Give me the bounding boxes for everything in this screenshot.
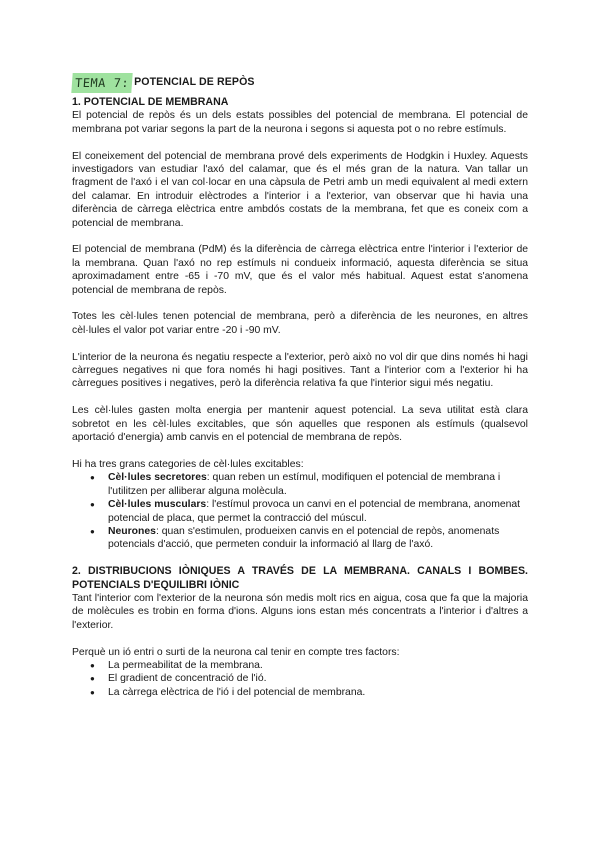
paragraph: El potencial de membrana (PdM) és la diferència de càrrega elèctrica entre l'interior i l'exterior de la membrana. Quan l'axó no rep estímuls ni condueix informació, aquesta diferència se situa aproximadament entre -65 i -70 mV, que és el valor més habitual. Aquest estat s'anomena potencial de membrana de repòs. — [72, 244, 528, 296]
paragraph: Hi ha tres grans categories de cèl·lules excitables: — [72, 458, 304, 470]
paragraph: Perquè un ió entri o surti de la neurona cal tenir en compte tres factors: — [72, 646, 400, 658]
paragraph: Les cèl·lules gasten molta energia per mantenir aquest potencial. La seva utilitat està clara sobretot en les cèl·lules excitables, que són aquelles que responen als estímuls (qualsevol aportació d'energia) amb canvis en el potencial de membrana de repòs. — [72, 405, 528, 444]
title-row — [72, 72, 528, 94]
document-page — [72, 72, 528, 699]
list-item-text: : l'estímul provoca un canvi en el potencial de membrana, anomenat potencial de placa, que permet la contracció del múscul. — [108, 499, 521, 524]
paragraph: L'interior de la neurona és negatiu respecte a l'exterior, però això no vol dir que dins només hi hagi càrregues negatives ni que fora només hi hagi positives. Tant a l'interior com a l'exterior hi ha càrregues positives i negatives, però la diferència relativa fa que l'interior sigui més negatiu. — [72, 351, 528, 390]
list-item-term: Cèl·lules secretores — [108, 472, 207, 484]
section-2-heading: 2. DISTRIBUCIONS IÒNIQUES A TRAVÉS DE LA MEMBRANA. CANALS I BOMBES. POTENCIALS D'EQUILIBRI IÒNIC — [72, 565, 528, 591]
factors-list — [72, 659, 528, 699]
list-item: ● La permeabilitat de la membrana. — [108, 659, 528, 672]
list-item-text: : quan s'estimulen, produeixen canvis en el potencial de repòs, anomenats potencials d'acció, que permeten conduir la informació al llarg de l'axó. — [108, 525, 500, 551]
paragraph: El coneixement del potencial de membrana prové dels experiments de Hodgkin i Huxley. Aquests investigadors van estudiar l'axó del calamar, que és el més gran de la natura. Van tallar un fragment de l'axó i el van col·locar en una càpsula de Petri amb un medi equivalent al medi extern del calamar. En introduir elèctrodes a l'interior i a l'exterior, van observar que hi havia una diferència de càrrega elèctrica entre ambdós costats de la membrana, fet que es coneix com a potencial de membrana. — [72, 150, 528, 229]
list-item: ● El gradient de concentració de l'ió. — [108, 672, 528, 685]
list-item: ● La càrrega elèctrica de l'ió i del potencial de membrana. — [108, 686, 528, 699]
paragraph: El potencial de repòs és un dels estats possibles del potencial de membrana. El potencial de membrana pot variar segons la part de la neurona i segons si aquesta pot o no rebre estímuls. — [72, 110, 528, 135]
section-1-heading: 1. POTENCIAL DE MEMBRANA — [72, 96, 229, 108]
excitable-cells-list — [72, 471, 528, 551]
list-item — [108, 525, 528, 552]
page-title: POTENCIAL DE REPÒS — [134, 76, 255, 89]
list-item — [108, 498, 528, 525]
list-item-term: Cèl·lules musculars — [108, 499, 207, 511]
paragraph: Tant l'interior com l'exterior de la neurona són medis molt rics en aigua, cosa que fa que la majoria de molècules es trobin en forma d'ions. Alguns ions estan més concentrats a l'interior i d'altres a l'exterior. — [72, 592, 528, 631]
list-item-term: Neurones — [108, 525, 156, 537]
list-item-text: : quan reben un estímul, modifiquen el potencial de membrana i l'utilitzen per alliberar alguna molècula. — [108, 472, 501, 497]
tema-badge: TEMA 7: — [71, 73, 132, 93]
paragraph: Totes les cèl·lules tenen potencial de membrana, però a diferència de les neurones, en altres cèl·lules el valor pot variar entre -20 i -90 mV. — [72, 311, 528, 336]
list-item — [108, 471, 528, 498]
